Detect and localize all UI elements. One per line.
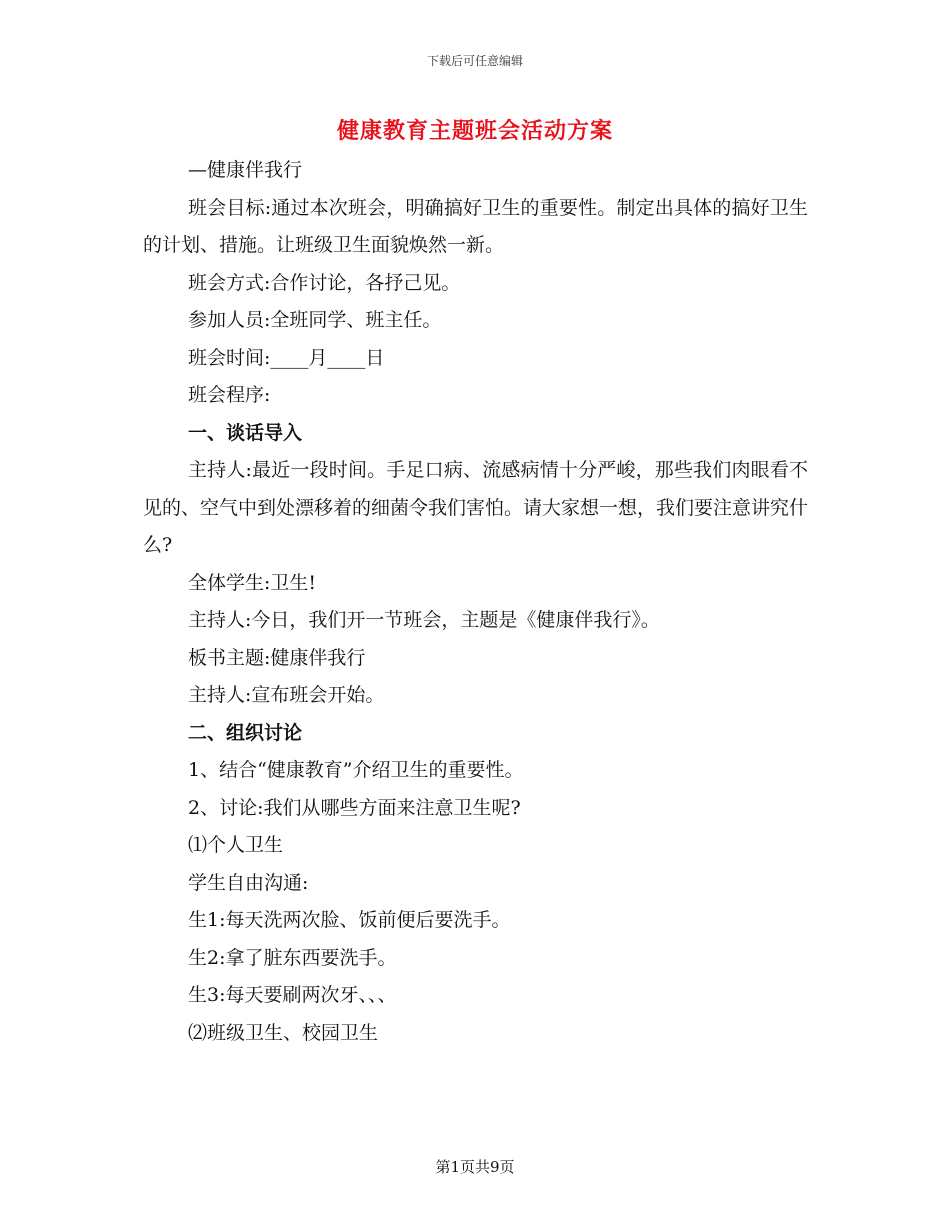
section-heading-intro: 一、谈话导入	[188, 421, 303, 444]
all-students-line: 全体学生:卫生!	[188, 571, 317, 594]
time-line: 班会时间:____月____日	[188, 346, 385, 369]
method-line: 班会方式:合作讨论，各抒己见。	[188, 271, 461, 294]
page-number: 第1页共9页	[435, 1158, 515, 1176]
procedure-line: 班会程序:	[188, 384, 271, 406]
sub-item-personal-hygiene: ⑴个人卫生	[188, 834, 284, 856]
document-title: 健康教育主题班会活动方案	[336, 118, 613, 144]
subtitle: —健康伴我行	[188, 159, 303, 181]
sub-item-class-hygiene: ⑵班级卫生、校园卫生	[188, 1021, 379, 1044]
section-heading-discussion: 二、组织讨论	[188, 721, 303, 744]
student-3-line: 生3:每天要刷两次牙、、、	[188, 984, 397, 1006]
participants-line: 参加人员:全班同学、班主任。	[188, 309, 442, 331]
discussion-item-2: 2、讨论:我们从哪些方面来注意卫生呢?	[188, 796, 521, 819]
host-today-line: 主持人:今日，我们开一节班会，主题是《健康伴我行》。	[188, 609, 660, 631]
student-2-line: 生2:拿了脏东西要洗手。	[188, 946, 397, 969]
board-theme-line: 板书主题:健康伴我行	[188, 646, 366, 669]
goal-paragraph: 班会目标:通过本次班会，明确搞好卫生的重要性。制定出具体的搞好卫生的计划、措施。让班级卫生面貌焕然一新。	[143, 196, 808, 256]
student-1-line: 生1:每天洗两次脸、饭前便后要洗手。	[188, 909, 511, 931]
host-intro-paragraph: 主持人:最近一段时间。手足口病、流感病情十分严峻，那些我们肉眼看不见的、空气中到处漂移着的细菌令我们害怕。请大家想一想，我们要注意讲究什么?	[143, 459, 809, 556]
discussion-item-1: 1、结合“健康教育”介绍卫生的重要性。	[188, 759, 524, 781]
document-body	[143, 152, 808, 1052]
host-start-line: 主持人:宣布班会开始。	[188, 684, 385, 706]
header-note: 下载后可任意编辑	[426, 54, 523, 68]
free-talk-line: 学生自由沟通:	[188, 871, 309, 894]
